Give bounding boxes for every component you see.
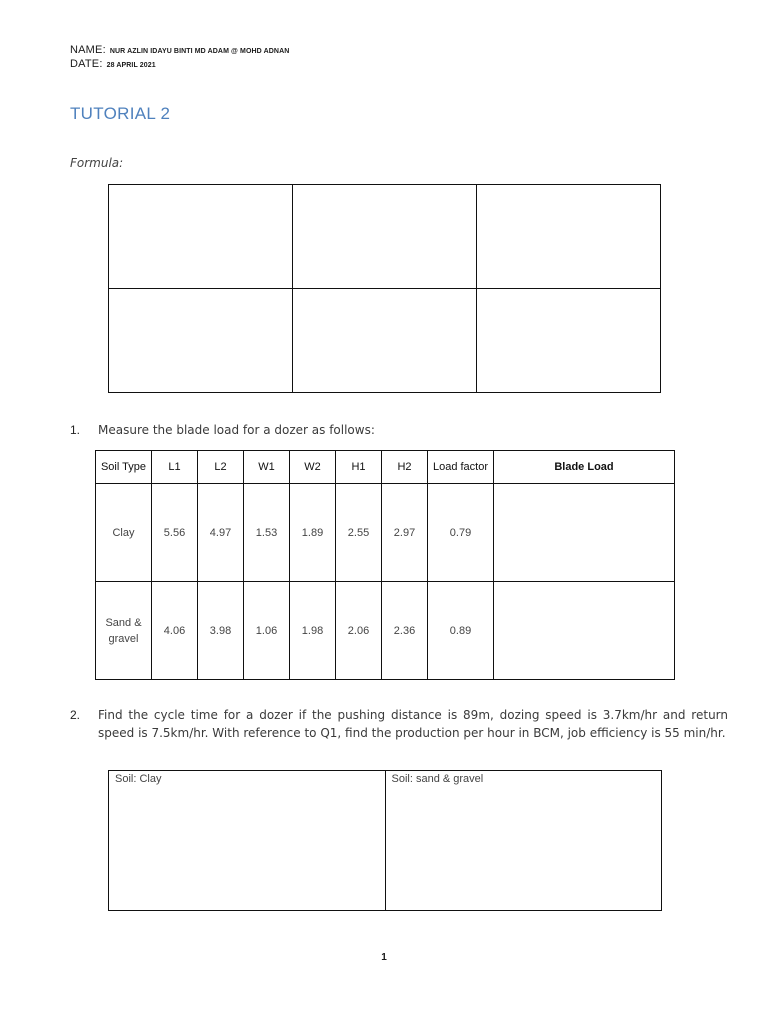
page-number: 1 [381, 952, 387, 963]
col-h1: H1 [336, 451, 382, 484]
cell-w1: 1.53 [244, 484, 290, 582]
cell-h2: 2.97 [382, 484, 428, 582]
formula-cell [109, 289, 293, 393]
question-2-number: 2. [70, 708, 81, 722]
cell-h2: 2.36 [382, 582, 428, 680]
formula-label: Formula: [70, 156, 124, 170]
formula-cell [293, 185, 477, 289]
formula-table [108, 184, 661, 393]
question-1-number: 1. [70, 423, 81, 437]
cell-h1: 2.06 [336, 582, 382, 680]
cell-blade-load[interactable] [494, 582, 675, 680]
table-row [96, 484, 675, 582]
date-label: DATE: [70, 58, 103, 70]
question-1 [70, 421, 730, 441]
formula-cell [477, 185, 661, 289]
col-l1: L1 [152, 451, 198, 484]
cell-w2: 1.89 [290, 484, 336, 582]
col-w1: W1 [244, 451, 290, 484]
soil-answer-table [108, 770, 662, 911]
cell-blade-load[interactable] [494, 484, 675, 582]
question-2-text: Find the cycle time for a dozer if the pushing distance is 89m, dozing speed is 3.7km/hr and return speed is 7.5km/hr. With reference to Q1, find the production per hour in BCM, job efficiency is 55 min/hr. [98, 708, 728, 740]
soil-clay-box[interactable]: Soil: Clay [109, 771, 386, 911]
question-1-text: Measure the blade load for a dozer as follows: [98, 423, 375, 437]
formula-cell [477, 289, 661, 393]
name-value: NUR AZLIN IDAYU BINTI MD ADAM @ MOHD ADNAN [109, 48, 290, 55]
date-row [70, 58, 156, 70]
cell-load-factor: 0.79 [428, 484, 494, 582]
blade-load-table [95, 450, 675, 680]
name-row [70, 44, 289, 56]
question-2 [70, 706, 768, 762]
cell-l1: 4.06 [152, 582, 198, 680]
table-header-row [96, 451, 675, 484]
cell-load-factor: 0.89 [428, 582, 494, 680]
col-soil-type: Soil Type [96, 451, 152, 484]
cell-soil: Clay [96, 484, 152, 582]
table-row [96, 582, 675, 680]
page-title: TUTORIAL 2 [70, 104, 171, 123]
formula-cell [109, 185, 293, 289]
date-value: 28 APRIL 2021 [106, 62, 156, 69]
cell-soil: Sand & gravel [96, 582, 152, 680]
col-w2: W2 [290, 451, 336, 484]
cell-w1: 1.06 [244, 582, 290, 680]
soil-sand-gravel-box[interactable]: Soil: sand & gravel [385, 771, 662, 911]
col-load-factor: Load factor [428, 451, 494, 484]
formula-cell [293, 289, 477, 393]
col-l2: L2 [198, 451, 244, 484]
cell-w2: 1.98 [290, 582, 336, 680]
cell-l2: 3.98 [198, 582, 244, 680]
cell-l1: 5.56 [152, 484, 198, 582]
col-h2: H2 [382, 451, 428, 484]
name-label: NAME: [70, 44, 106, 56]
cell-h1: 2.55 [336, 484, 382, 582]
cell-l2: 4.97 [198, 484, 244, 582]
col-blade-load: Blade Load [494, 451, 675, 484]
